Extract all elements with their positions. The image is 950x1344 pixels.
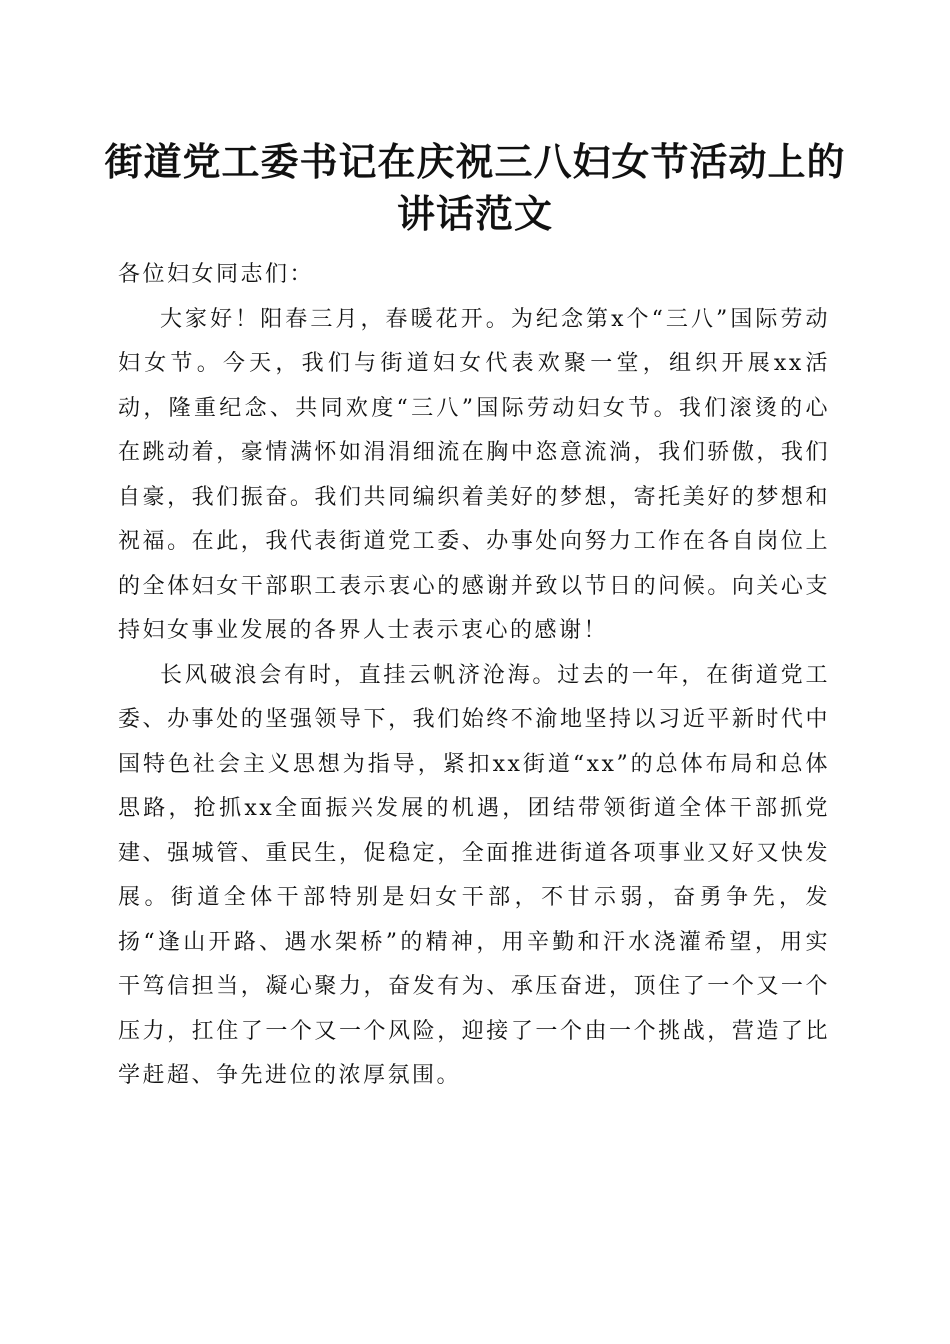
salutation: 各位妇女同志们： (118, 262, 315, 287)
document-title: 街道党工委书记在庆祝三八妇女节活动上的讲话范文 (104, 139, 846, 236)
paragraph-2: 长风破浪会有时，直挂云帆济沧海。过去的一年，在街道党工委、办事处的坚强领导下，我们始终不渝地坚持以习近平新时代中国特色社会主义思想为指导，紧扣xx街道“xx”的总体布局和总体思路，抢抓xx全面振兴发展的机遇，团结带领街道全体干部抓党建、强城管、重民生，促稳定，全面推进街道各项事业又好又快发展。街道全体干部特别是妇女干部，不甘示弱，奋勇争先，发扬“逢山开路、遇水架桥”的精神，用辛勤和汗水浇灌希望，用实干笃信担当，凝心聚力，奋发有为、承压奋进，顶住了一个又一个压力，扛住了一个又一个风险，迎接了一个由一个挑战，营造了比学赶超、争先进位的浓厚氛围。 (118, 662, 830, 1088)
paragraph-1: 大家好！阳春三月，春暖花开。为纪念第x个“三八”国际劳动妇女节。今天，我们与街道妇女代表欢聚一堂，组织开展xx活动，隆重纪念、共同欢度“三八”国际劳动妇女节。我们滚烫的心在跳动着，豪情满怀如涓涓细流在胸中恣意流淌，我们骄傲，我们自豪，我们振奋。我们共同编织着美好的梦想，寄托美好的梦想和祝福。在此，我代表街道党工委、办事处向努力工作在各自岗位上的全体妇女干部职工表示衷心的感谢并致以节日的问候。向关心支持妇女事业发展的各界人士表示衷心的感谢！ (118, 306, 830, 643)
document-body (118, 253, 830, 1099)
